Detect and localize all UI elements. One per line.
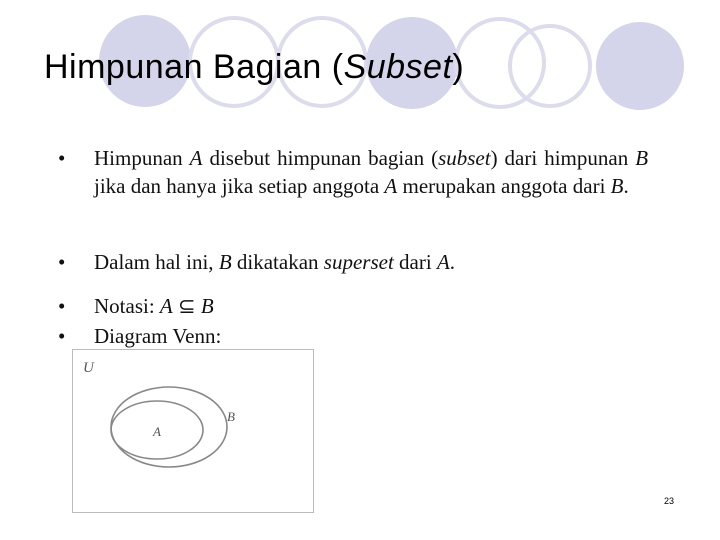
bullet-dot: • [58, 294, 66, 318]
bullet-text: Notasi: A ⊆ B [94, 294, 214, 318]
page-number: 23 [664, 496, 675, 506]
subset-symbol: ⊆ [178, 294, 196, 318]
outer-set-b [111, 387, 227, 467]
bullet-definition [58, 144, 648, 200]
bullet-dot: • [58, 324, 66, 348]
decor-circle-3 [596, 22, 684, 110]
bullet-text: Himpunan A disebut himpunan bagian (subset) dari himpunan B jika dan hanya jika setiap anggota A merupakan anggota dari B. [94, 146, 649, 198]
bullet-text: Diagram Venn: [94, 324, 222, 348]
inner-set-label: A [153, 424, 161, 439]
bullet-dot: • [58, 250, 66, 274]
bullet-text: Dalam hal ini, B dikatakan superset dari A. [94, 250, 456, 274]
universe-label: U [83, 360, 94, 376]
venn-diagram [72, 349, 314, 513]
bullet-dot: • [58, 146, 66, 170]
bullet-notation [58, 292, 648, 320]
slide-title: Himpunan Bagian (Subset) [44, 48, 465, 86]
bullet-venn [58, 322, 648, 350]
decor-ring-4 [510, 26, 590, 106]
bullet-superset [58, 248, 648, 276]
outer-set-label: B [227, 409, 235, 424]
